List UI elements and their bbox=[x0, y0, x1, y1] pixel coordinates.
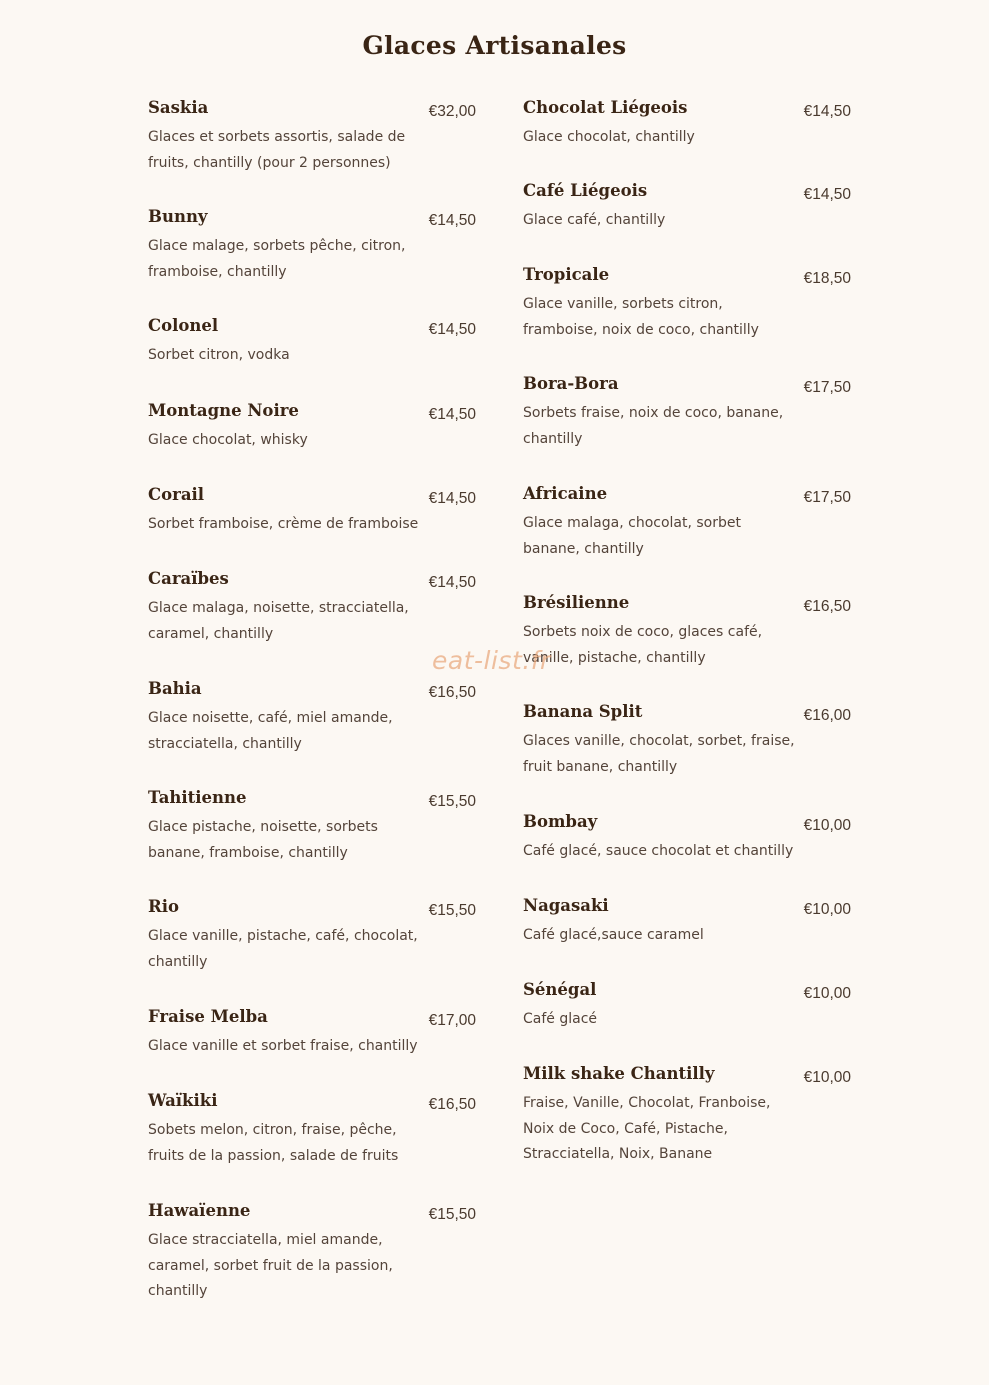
item-price: €10,00 bbox=[803, 817, 851, 834]
item-price: €16,50 bbox=[803, 598, 851, 615]
item-description: Sorbet framboise, crème de framboise bbox=[148, 516, 419, 532]
item-price: €14,50 bbox=[428, 574, 476, 591]
item-price: €15,50 bbox=[428, 1206, 476, 1223]
item-name: Chocolat Liégeois bbox=[523, 98, 688, 117]
item-description: Glace vanille, sorbets citron, framboise, noix de coco, chantilly bbox=[523, 296, 759, 338]
item-description: Sobets melon, citron, fraise, pêche, fruits de la passion, salade de fruits bbox=[148, 1122, 399, 1164]
item-price: €16,50 bbox=[428, 684, 476, 701]
item-price: €10,00 bbox=[803, 1069, 851, 1086]
item-price: €14,50 bbox=[803, 186, 851, 203]
menu-column-left bbox=[148, 95, 478, 1308]
menu-item-senegal bbox=[523, 977, 853, 1061]
menu-item-tahitienne bbox=[148, 785, 478, 894]
menu-item-africaine bbox=[523, 481, 853, 590]
menu-item-chocolat-liegeois bbox=[523, 95, 853, 178]
menu-item-corail bbox=[148, 482, 478, 566]
item-price: €15,50 bbox=[428, 793, 476, 810]
menu-item-bunny bbox=[148, 204, 478, 313]
menu-item-waikiki bbox=[148, 1088, 478, 1198]
item-description: Sorbet citron, vodka bbox=[148, 347, 290, 363]
item-description: Glace malaga, noisette, stracciatella, caramel, chantilly bbox=[148, 600, 409, 642]
item-description: Glace noisette, café, miel amande, stracciatella, chantilly bbox=[148, 710, 393, 752]
item-name: Montagne Noire bbox=[148, 401, 299, 420]
item-price: €16,00 bbox=[803, 707, 851, 724]
item-name: Rio bbox=[148, 897, 179, 916]
item-description: Fraise, Vanille, Chocolat, Franboise, Noix de Coco, Café, Pistache, Stracciatella, Noix, Banane bbox=[523, 1095, 771, 1162]
item-price: €18,50 bbox=[803, 270, 851, 287]
item-price: €17,50 bbox=[803, 489, 851, 506]
item-name: Café Liégeois bbox=[523, 181, 648, 200]
item-name: Bora-Bora bbox=[523, 374, 619, 393]
item-price: €17,50 bbox=[803, 379, 851, 396]
menu-item-nagasaki bbox=[523, 893, 853, 977]
item-name: Nagasaki bbox=[523, 896, 609, 915]
item-price: €14,50 bbox=[428, 406, 476, 423]
item-price: €14,50 bbox=[428, 321, 476, 338]
item-description: Glace malaga, chocolat, sorbet banane, chantilly bbox=[523, 515, 741, 557]
item-name: Brésilienne bbox=[523, 593, 630, 612]
menu-item-hawaienne bbox=[148, 1198, 478, 1308]
menu-item-bahia bbox=[148, 676, 478, 785]
menu-item-milk-shake-chantilly bbox=[523, 1061, 853, 1171]
menu-item-bresilienne bbox=[523, 590, 853, 699]
item-description: Sorbets noix de coco, glaces café, vanille, pistache, chantilly bbox=[523, 624, 763, 666]
item-description: Café glacé bbox=[523, 1011, 598, 1027]
item-description: Glace pistache, noisette, sorbets banane, framboise, chantilly bbox=[148, 819, 378, 861]
item-name: Banana Split bbox=[523, 702, 643, 721]
menu-item-cafe-liegeois bbox=[523, 178, 853, 262]
menu-item-caraibes bbox=[148, 566, 478, 676]
item-price: €10,00 bbox=[803, 901, 851, 918]
item-name: Sénégal bbox=[523, 980, 597, 999]
item-price: €32,00 bbox=[428, 103, 476, 120]
item-price: €14,50 bbox=[428, 490, 476, 507]
menu-item-banana-split bbox=[523, 699, 853, 809]
menu-item-fraise-melba bbox=[148, 1004, 478, 1088]
item-description: Glace stracciatella, miel amande, caramel, sorbet fruit de la passion, chantilly bbox=[148, 1232, 393, 1299]
menu-item-bombay bbox=[523, 809, 853, 893]
item-name: Bombay bbox=[523, 812, 598, 831]
item-name: Tropicale bbox=[523, 265, 610, 284]
menu-item-rio bbox=[148, 894, 478, 1004]
item-description: Café glacé,sauce caramel bbox=[523, 927, 704, 943]
menu-item-bora-bora bbox=[523, 371, 853, 481]
item-name: Saskia bbox=[148, 98, 209, 117]
item-description: Glaces et sorbets assortis, salade de fruits, chantilly (pour 2 personnes) bbox=[148, 129, 406, 171]
item-name: Waïkiki bbox=[148, 1091, 218, 1110]
watermark: eat-list.fr bbox=[432, 646, 551, 675]
menu-item-montagne-noire bbox=[148, 398, 478, 482]
item-name: Fraise Melba bbox=[148, 1007, 268, 1026]
item-name: Hawaïenne bbox=[148, 1201, 251, 1220]
item-price: €15,50 bbox=[428, 902, 476, 919]
item-description: Sorbets fraise, noix de coco, banane, chantilly bbox=[523, 405, 784, 447]
item-name: Bahia bbox=[148, 679, 202, 698]
item-description: Glace vanille et sorbet fraise, chantilly bbox=[148, 1038, 418, 1054]
item-description: Glace chocolat, chantilly bbox=[523, 129, 695, 145]
item-name: Tahitienne bbox=[148, 788, 247, 807]
item-name: Africaine bbox=[523, 484, 608, 503]
item-description: Glace malage, sorbets pêche, citron, framboise, chantilly bbox=[148, 238, 406, 280]
item-price: €17,00 bbox=[428, 1012, 476, 1029]
item-name: Caraïbes bbox=[148, 569, 229, 588]
page-title: Glaces Artisanales bbox=[362, 30, 627, 60]
menu-column-right bbox=[523, 95, 853, 1171]
item-description: Glace vanille, pistache, café, chocolat, chantilly bbox=[148, 928, 418, 970]
menu-item-saskia bbox=[148, 95, 478, 204]
item-price: €14,50 bbox=[428, 212, 476, 229]
item-description: Glaces vanille, chocolat, sorbet, fraise, fruit banane, chantilly bbox=[523, 733, 795, 775]
menu-item-tropicale bbox=[523, 262, 853, 371]
item-description: Glace chocolat, whisky bbox=[148, 432, 308, 448]
item-name: Colonel bbox=[148, 316, 219, 335]
item-price: €16,50 bbox=[428, 1096, 476, 1113]
menu-item-colonel bbox=[148, 313, 478, 398]
item-name: Milk shake Chantilly bbox=[523, 1064, 715, 1083]
item-name: Bunny bbox=[148, 207, 208, 226]
item-price: €10,00 bbox=[803, 985, 851, 1002]
item-price: €14,50 bbox=[803, 103, 851, 120]
item-description: Café glacé, sauce chocolat et chantilly bbox=[523, 843, 794, 859]
item-description: Glace café, chantilly bbox=[523, 212, 666, 228]
item-name: Corail bbox=[148, 485, 205, 504]
